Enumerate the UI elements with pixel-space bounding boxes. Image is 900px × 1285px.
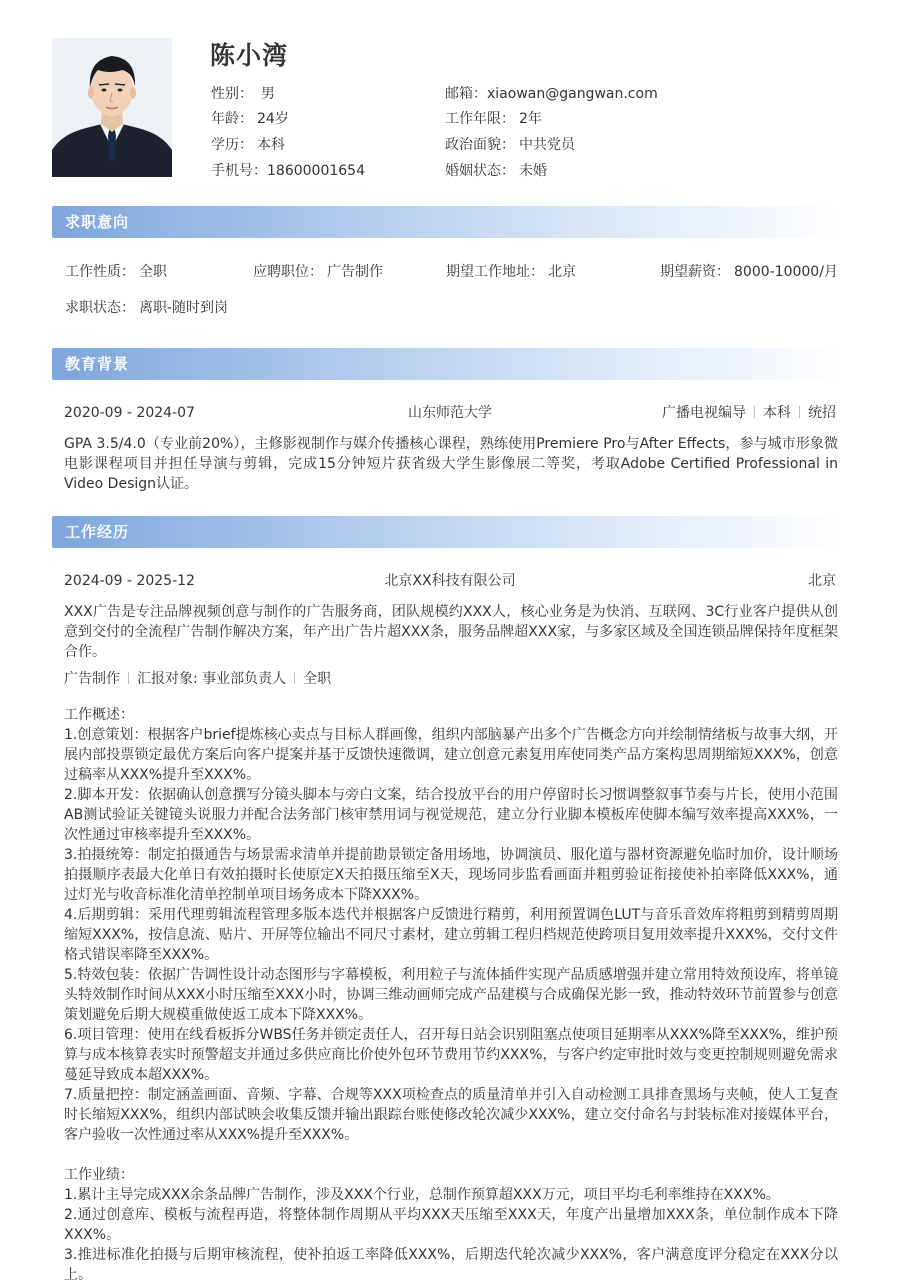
divider <box>754 406 755 418</box>
avatar <box>52 38 172 177</box>
result-item: 1.累计主导完成XXX余条品牌广告制作，涉及XXX个行业，总制作预算超XXX万元，项目平均毛利率维持在XXX%。 <box>64 1187 780 1203</box>
info-gender <box>211 84 275 104</box>
work-company: 北京XX科技有限公司 <box>384 573 516 589</box>
info-phone <box>211 161 365 181</box>
education-degree: 本科 <box>763 405 791 421</box>
info-label: 学历： <box>211 137 253 153</box>
education-enrollment: 统招 <box>808 405 836 421</box>
divider <box>128 672 129 684</box>
education-major: 广播电视编导 <box>662 405 746 421</box>
info-value: 18600001654 <box>267 163 365 179</box>
info-label: 手机号： <box>211 163 267 179</box>
result-item: 2.通过创意库、模板与流程再造，将整体制作周期从平均XXX天压缩至XXX天，年度产出量增加XXX条，单位制作成本下降XXX%。 <box>64 1207 838 1243</box>
info-label: 年龄： <box>211 111 253 127</box>
work-tags <box>64 669 331 689</box>
intent-job-type <box>65 262 167 282</box>
intent-value: 8000-10000/月 <box>734 264 838 280</box>
work-tag: 汇报对象: 事业部负责人 <box>137 671 287 687</box>
info-email <box>445 84 658 104</box>
overview-item: 5.特效包装：依据广告调性设计动态图形与字幕模板，利用粒子与流体插件实现产品质感增强并建立常用特效预设库，将单镜头特效制作时间从XXX小时压缩至XXX小时，协调三维动画师完成产品建模与合成确保光影一致，推动特效环节前置参与创意策划避免后期大规模重做使返工成本下降XXX%。 <box>64 967 838 1023</box>
section-header-intent <box>52 206 842 238</box>
section-title: 求职意向 <box>65 213 130 231</box>
education-description: GPA 3.5/4.0（专业前20%），主修影视制作与媒介传播核心课程，熟练使用Premiere Pro与After Effects，参与城市形象微电影课程项目并担任导演与剪辑，完成15分钟短片获省级大学生影像展二等奖，考取Adobe Certified Professional in Video Design认证。 <box>64 436 838 492</box>
work-tag: 广告制作 <box>64 671 120 687</box>
intent-salary <box>660 262 838 282</box>
overview-item: 1.创意策划：根据客户brief提炼核心卖点与目标人群画像，组织内部脑暴产出多个广告概念方向并绘制情绪板与故事大纲，开展内部投票锁定最优方案后向客户提案并基于反馈快速微调，建立创意元素复用库使同类产品方案构思周期缩短XXX%，创意过稿率从XXX%提升至XXX%。 <box>64 727 838 783</box>
candidate-name: 陈小湾 <box>210 41 289 70</box>
intent-value: 北京 <box>548 264 576 280</box>
intent-label: 工作性质： <box>65 264 135 280</box>
section-title: 工作经历 <box>65 523 130 541</box>
intent-location <box>446 262 576 282</box>
work-tag: 全职 <box>303 671 332 687</box>
info-label: 政治面貌： <box>445 137 515 153</box>
info-label: 工作年限： <box>445 111 515 127</box>
info-marital <box>445 161 547 181</box>
intent-label: 期望工作地址： <box>446 264 544 280</box>
intent-label: 应聘职位： <box>253 264 323 280</box>
overview-item: 4.后期剪辑：采用代理剪辑流程管理多版本迭代并根据客户反馈进行精剪，利用预置调色LUT与音乐音效库将粗剪到精剪周期缩短XXX%，按信息流、贴片、开屏等位输出不同尺寸素材，建立剪辑工程归档规范使跨项目复用效率提升XXX%，交付文件格式错误率降至XXX%。 <box>64 907 838 963</box>
intent-value: 广告制作 <box>327 264 383 280</box>
info-value: 未婚 <box>519 163 547 179</box>
info-political <box>445 135 575 155</box>
section-title: 教育背景 <box>65 355 130 373</box>
intent-label: 期望薪资： <box>660 264 730 280</box>
info-age <box>211 109 289 129</box>
info-value: 2年 <box>519 111 542 127</box>
overview-heading: 工作概述： <box>64 707 134 723</box>
overview-item: 2.脚本开发：依据确认创意撰写分镜头脚本与旁白文案，结合投放平台的用户停留时长习惯调整叙事节奏与片长，使用小范围AB测试验证关键镜头说服力并配合法务部门核审禁用词与视觉规范，建立分行业脚本模板库使脚本编写效率提高XXX%，一次性通过审核率提升至XXX%。 <box>64 787 838 843</box>
section-header-education <box>52 348 842 380</box>
info-value: 本科 <box>257 137 285 153</box>
info-work-years <box>445 109 542 129</box>
intent-position <box>253 262 383 282</box>
overview-item: 3.拍摄统筹：制定拍摄通告与场景需求清单并提前勘景锁定备用场地，协调演员、服化道与器材资源避免临时加价，设计顺场拍摄顺序表最大化单日有效拍摄时长使原定X天拍摄压缩至X天，现场同步监看画面并粗剪验证衔接使补拍率降低XXX%，通过灯光与收音标准化清单控制单项目场务成本下降XXX%。 <box>64 847 838 903</box>
results-heading: 工作业绩： <box>64 1167 134 1183</box>
company-intro: XXX广告是专注品牌视频创意与制作的广告服务商，团队规模约XXX人，核心业务是为快消、互联网、3C行业客户提供从创意到交付的全流程广告制作解决方案，年产出广告片超XXX条，服务品牌超XXX家，与多家区域及全国连锁品牌保持年度框架合作。 <box>64 604 838 660</box>
intent-value: 全职 <box>139 264 167 280</box>
info-label: 性别： <box>211 86 253 102</box>
intent-label: 求职状态： <box>65 300 135 316</box>
info-value: 24岁 <box>257 111 289 127</box>
overview-item: 7.质量把控：制定涵盖画面、音频、字幕、合规等XXX项检查点的质量清单并引入自动检测工具排查黑场与夹帧，使人工复查时长缩短XXX%，组织内部试映会收集反馈并输出跟踪台账使修改轮次减少XXX%，建立交付命名与封装标准对接媒体平台，客户验收一次性通过率从XXX%提升至XXX%。 <box>64 1087 838 1143</box>
work-city: 北京 <box>808 573 836 589</box>
info-degree <box>211 135 285 155</box>
result-item: 3.推进标准化拍摄与后期审核流程，使补拍返工率降低XXX%，后期迭代轮次减少XXX%，客户满意度评分稳定在XXX分以上。 <box>64 1247 838 1283</box>
portrait-image <box>52 38 172 177</box>
info-label: 婚姻状态： <box>445 163 515 179</box>
info-label: 邮箱： <box>445 86 487 102</box>
education-school: 山东师范大学 <box>408 405 492 421</box>
intent-value: 离职-随时到岗 <box>139 300 229 316</box>
info-value: 中共党员 <box>519 137 575 153</box>
education-tags <box>560 403 836 423</box>
section-header-work <box>52 516 842 548</box>
spacer <box>64 1145 838 1165</box>
divider <box>294 672 295 684</box>
overview-item: 6.项目管理：使用在线看板拆分WBS任务并锁定责任人，召开每日站会识别阻塞点使项目延期率从XXX%降至XXX%，维护预算与成本核算表实时预警超支并通过多供应商比价使外包环节费用节约XXX%，与客户约定审批时效与变更控制规则避免需求蔓延导致成本超XXX%。 <box>64 1027 838 1083</box>
work-period: 2024-09 - 2025-12 <box>64 573 195 589</box>
education-period: 2020-09 - 2024-07 <box>64 405 195 421</box>
intent-status <box>65 298 228 318</box>
divider <box>799 406 800 418</box>
info-value: xiaowan@gangwan.com <box>487 86 658 102</box>
info-value: 男 <box>261 86 275 102</box>
work-overview <box>64 705 838 1285</box>
